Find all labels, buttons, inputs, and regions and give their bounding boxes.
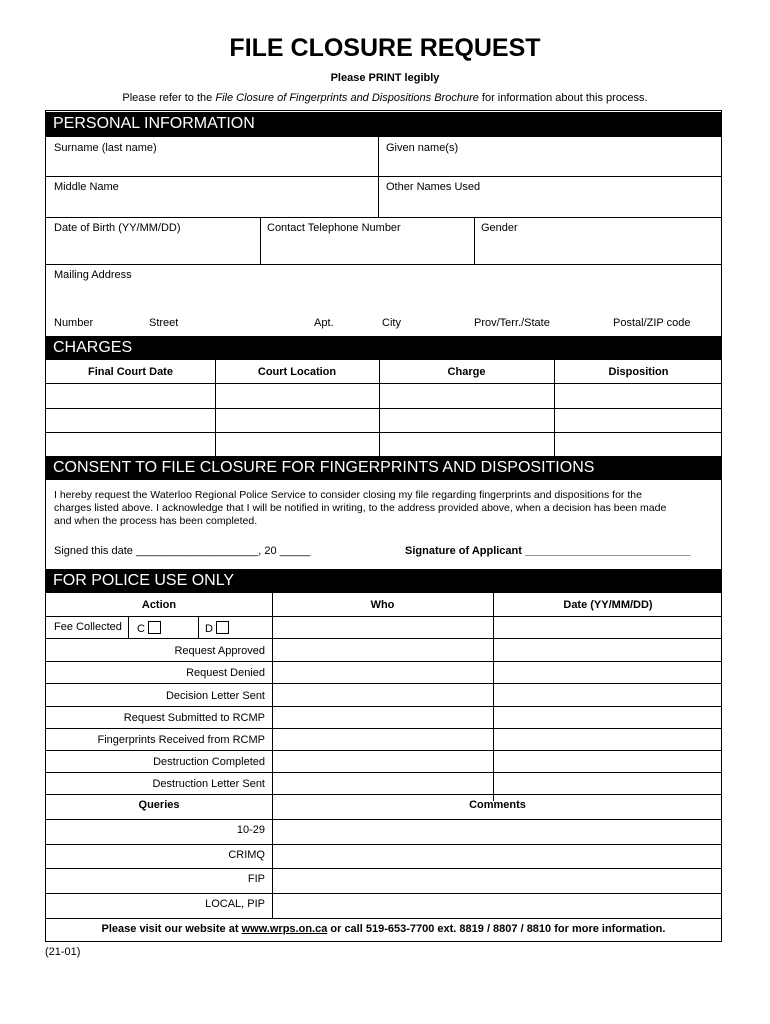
other-names-field[interactable]: Other Names Used (386, 181, 481, 193)
col-queries: Queries (138, 799, 180, 811)
police-use-heading: FOR POLICE USE ONLY (46, 569, 721, 593)
form-code: (21-01) (45, 946, 81, 958)
address-street-label: Street (149, 317, 179, 329)
phone-field[interactable]: Contact Telephone Number (267, 222, 401, 234)
personal-info-heading: PERSONAL INFORMATION (46, 112, 721, 136)
fee-c-option[interactable]: C (137, 621, 161, 635)
address-apt-label: Apt. (314, 317, 334, 329)
col-comments: Comments (469, 799, 526, 811)
gender-field[interactable]: Gender (481, 222, 518, 234)
middle-name-field[interactable]: Middle Name (54, 181, 119, 193)
dob-field[interactable]: Date of Birth (YY/MM/DD) (54, 222, 181, 234)
footer-info: Please visit our website at www.wrps.on.ca or call 519-653-7700 ext. 8819 / 8807 / 8810 for more information. (101, 923, 666, 935)
mailing-address-field[interactable]: Mailing Address (54, 269, 132, 281)
print-note: Please PRINT legibly (330, 72, 440, 84)
signed-date-field[interactable]: Signed this date ____________________, 20 _____ (54, 545, 311, 557)
query-row: 10-29 (236, 824, 265, 836)
action-row: Fingerprints Received from RCMP (97, 734, 265, 746)
col-disposition: Disposition (608, 366, 669, 378)
fee-collected-label: Fee Collected (54, 621, 122, 633)
address-prov-label: Prov/Terr./State (474, 317, 550, 329)
query-row: LOCAL, PIP (205, 898, 265, 910)
col-court-location: Court Location (257, 366, 337, 378)
website-link[interactable]: www.wrps.on.ca (241, 923, 328, 935)
action-row: Request Denied (186, 667, 265, 679)
query-row: FIP (247, 873, 265, 885)
surname-field[interactable]: Surname (last name) (54, 142, 157, 154)
fee-d-checkbox[interactable] (216, 621, 229, 634)
action-row: Request Submitted to RCMP (123, 712, 265, 724)
fee-c-checkbox[interactable] (148, 621, 161, 634)
action-row: Request Approved (174, 645, 265, 657)
address-city-label: City (382, 317, 401, 329)
refer-note: Please refer to the File Closure of Fingerprints and Dispositions Brochure for information about this process. (122, 92, 648, 104)
charges-heading: CHARGES (46, 336, 721, 360)
col-final-court-date: Final Court Date (88, 366, 173, 378)
consent-heading: CONSENT TO FILE CLOSURE FOR FINGERPRINTS AND DISPOSITIONS (46, 456, 721, 480)
action-row: Decision Letter Sent (165, 690, 265, 702)
action-row: Destruction Completed (153, 756, 265, 768)
fee-d-option[interactable]: D (205, 621, 229, 635)
address-number-label: Number (54, 317, 94, 329)
action-row: Destruction Letter Sent (152, 778, 265, 790)
signature-field[interactable]: Signature of Applicant ___________________________ (405, 545, 691, 557)
col-who: Who (370, 599, 395, 611)
given-name-field[interactable]: Given name(s) (386, 142, 459, 154)
address-postal-label: Postal/ZIP code (613, 317, 691, 329)
query-row: CRIMQ (228, 849, 265, 861)
col-charge: Charge (447, 366, 486, 378)
consent-text: I hereby request the Waterloo Regional Police Service to consider closing my file regarding fingerprints and dispositions for the charges listed above. I acknowledge that I will be notified in writing, to the address provided above, when a decision has been made and when the process has been completed. (54, 489, 667, 527)
col-date: Date (YY/MM/DD) (563, 599, 653, 611)
file-closure-form (45, 110, 722, 942)
col-action: Action (141, 599, 177, 611)
form-title: FILE CLOSURE REQUEST (229, 34, 541, 62)
